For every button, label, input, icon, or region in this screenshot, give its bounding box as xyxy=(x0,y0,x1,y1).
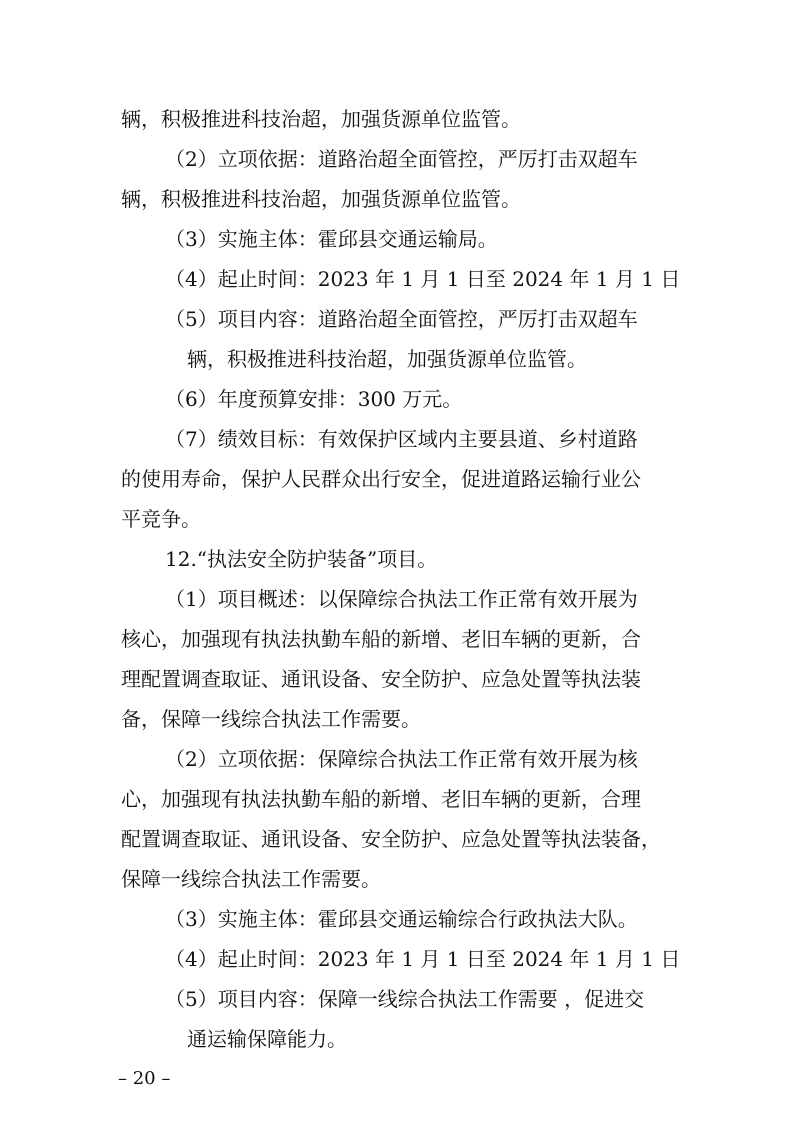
text-line: 辆，积极推进科技治超，加强货源单位监管。 xyxy=(187,347,587,371)
page-number: – 20 – xyxy=(118,1068,171,1089)
text-line: 核心，加强现有执法执勤车船的新增、老旧车辆的更新，合 xyxy=(121,627,641,651)
text-line: 备，保障一线综合执法工作需要。 xyxy=(121,707,421,731)
text-line: （4）起止时间：2023 年 1 月 1 日至 2024 年 1 月 1 日 xyxy=(165,267,681,291)
text-line: 的使用寿命，保护人民群众出行安全，促进道路运输行业公 xyxy=(121,467,641,491)
text-line: （3）实施主体：霍邱县交通运输局。 xyxy=(165,227,498,251)
text-line: （5）项目内容：保障一线综合执法工作需要 ，促进交 xyxy=(165,987,645,1011)
text-line: 心，加强现有执法执勤车船的新增、老旧车辆的更新，合理 xyxy=(121,787,641,811)
text-line: （5）项目内容：道路治超全面管控，严厉打击双超车 xyxy=(165,307,638,331)
section-heading: 12.“执法安全防护装备”项目。 xyxy=(165,547,438,571)
text-line: （3）实施主体：霍邱县交通运输综合行政执法大队。 xyxy=(165,907,638,931)
text-line: （6）年度预算安排：300 万元。 xyxy=(165,387,463,411)
text-line: （4）起止时间：2023 年 1 月 1 日至 2024 年 1 月 1 日 xyxy=(165,947,681,971)
text-line: （1）项目概述：以保障综合执法工作正常有效开展为 xyxy=(165,587,638,611)
text-line: （2）立项依据：保障综合执法工作正常有效开展为核 xyxy=(165,747,638,771)
text-line: （7）绩效目标：有效保护区域内主要县道、乡村道路 xyxy=(165,427,638,451)
text-line: 配置调查取证、通讯设备、安全防护、应急处置等执法装备， xyxy=(121,827,661,851)
text-line: 理配置调查取证、通讯设备、安全防护、应急处置等执法装 xyxy=(121,667,641,691)
text-line: 通运输保障能力。 xyxy=(187,1027,347,1051)
text-line: 辆，积极推进科技治超，加强货源单位监管。 xyxy=(121,187,521,211)
text-line: （2）立项依据：道路治超全面管控，严厉打击双超车 xyxy=(165,147,638,171)
text-line: 辆，积极推进科技治超，加强货源单位监管。 xyxy=(121,107,521,131)
text-line: 平竞争。 xyxy=(121,507,201,531)
text-line: 保障一线综合执法工作需要。 xyxy=(121,867,381,891)
